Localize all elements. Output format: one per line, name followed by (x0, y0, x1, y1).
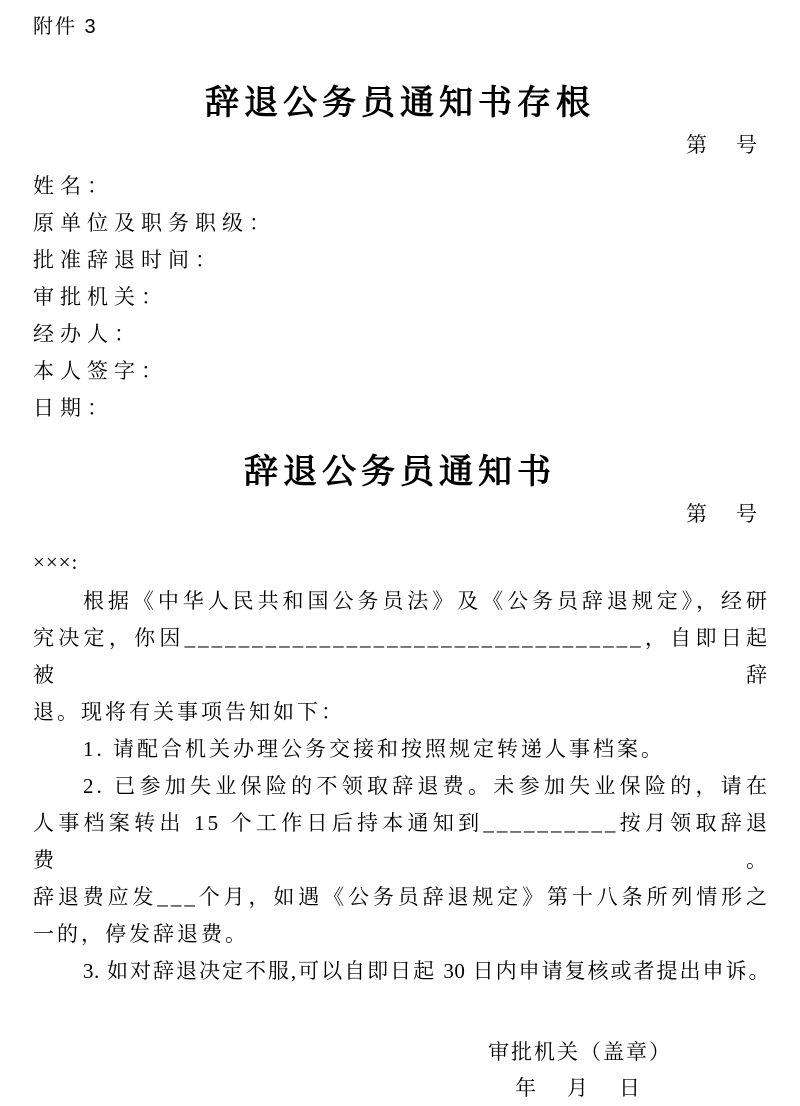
notice-title: 辞退公务员通知书 (244, 454, 556, 491)
stub-field-approval-time: 批准辞退时间： (33, 248, 222, 272)
body-line: 3. 如对辞退决定不服,可以自即日起 30 日内申请复核或者提出申诉。 (83, 959, 770, 983)
body-line: 究决定，你因__________________________________，自即日起被辞 (33, 626, 770, 687)
stub-number-line: 第 号 (686, 133, 761, 157)
stub-field-name: 姓名： (33, 174, 114, 198)
notice-body (33, 583, 770, 990)
stub-field-date: 日期： (33, 396, 114, 420)
signoff-authority: 审批机关（盖章） (488, 1040, 672, 1064)
stub-field-handler: 经办人： (33, 322, 141, 346)
signoff-date: 年 月 日 (515, 1076, 645, 1100)
body-line: 人事档案转出 15 个工作日后持本通知到__________按月领取辞退费。 (33, 811, 770, 872)
stub-field-unit-and-rank: 原单位及职务职级： (33, 211, 276, 235)
notice-number-line: 第 号 (686, 502, 761, 526)
body-line: 2. 已参加失业保险的不领取辞退费。未参加失业保险的，请在 (83, 774, 770, 798)
stub-field-approval-authority: 审批机关： (33, 285, 168, 309)
attachment-label: 附件 3 (33, 16, 98, 38)
stub-field-signature: 本人签字： (33, 359, 168, 383)
notice-salutation: ×××: (33, 550, 79, 574)
signoff-block (390, 1034, 770, 1106)
stub-fields (33, 168, 800, 427)
body-line: 一的，停发辞退费。 (33, 922, 249, 946)
body-line: 辞退费应发___个月，如遇《公务员辞退规定》第十八条所列情形之 (33, 885, 770, 909)
body-line: 退。现将有关事项告知如下： (33, 700, 345, 724)
stub-title: 辞退公务员通知书存根 (205, 85, 595, 122)
body-line: 1. 请配合机关办理公务交接和按照规定转递人事档案。 (83, 737, 665, 761)
body-line: 根据《中华人民共和国公务员法》及《公务员辞退规定》，经研 (83, 589, 770, 613)
document-page (0, 14, 800, 1100)
